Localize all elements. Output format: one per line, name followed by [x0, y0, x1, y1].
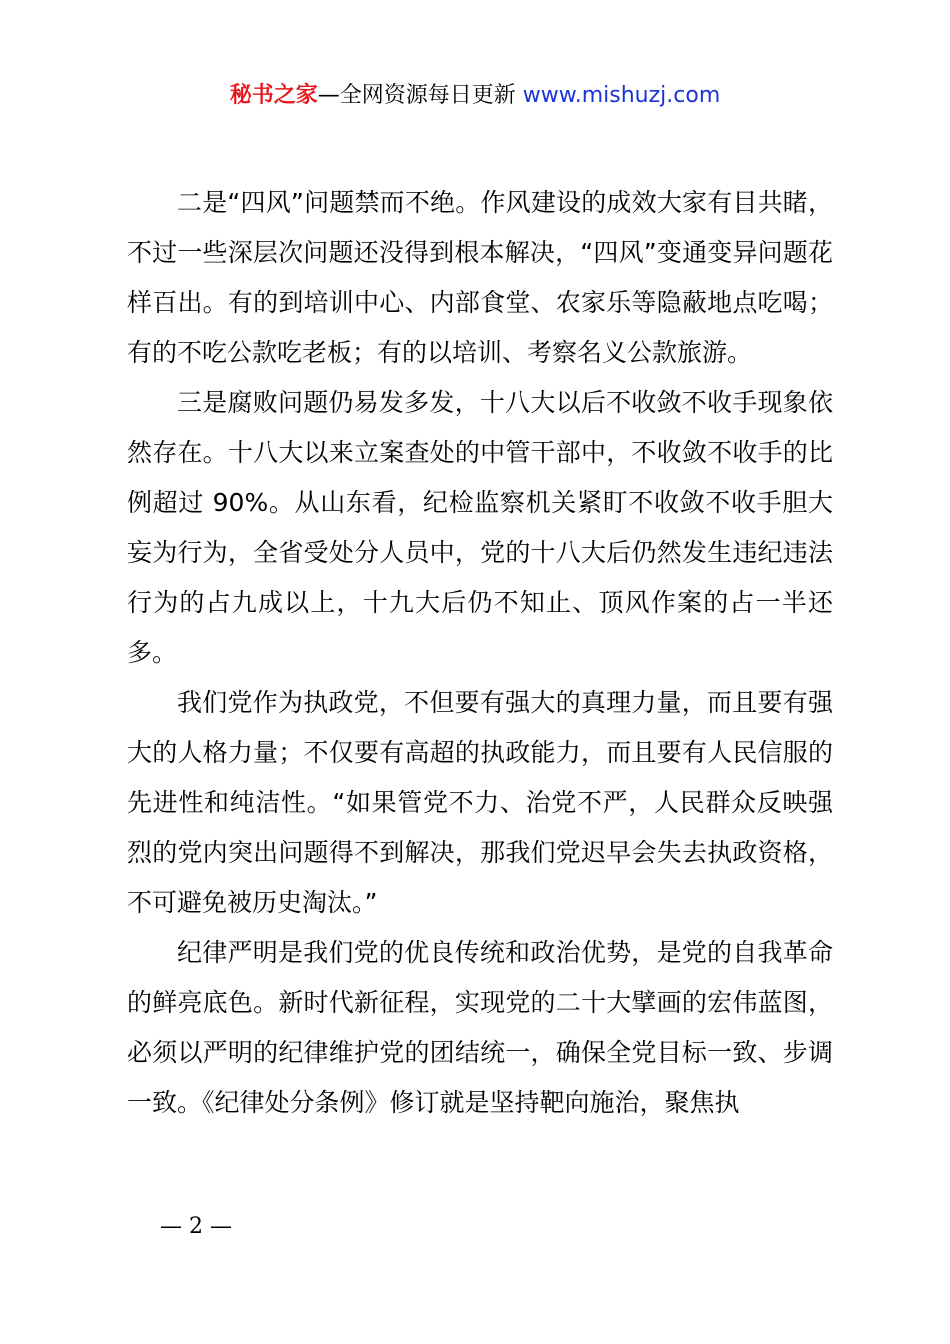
paragraph-discipline: 纪律严明是我们党的优良传统和政治优势，是党的自我革命的鲜亮底色。新时代新征程，实现党的二十大擘画的宏伟蓝图，必须以严明的纪律维护党的团结统一，确保全党目标一致、步调一致。《纪律处分条例》修订就是坚持靶向施治，聚焦执	[127, 938, 833, 1117]
page-number: — 2 —	[160, 1214, 232, 1239]
site-url-link[interactable]: www.mishuzj.com	[522, 83, 721, 108]
brand-name: 秘书之家	[229, 83, 318, 108]
header-tagline: —全网资源每日更新	[317, 83, 516, 108]
document-body	[127, 178, 833, 1128]
paragraph-four-winds: 二是“四风”问题禁而不绝。作风建设的成效大家有目共睹，不过一些深层次问题还没得到根本解决，“四风”变通变异问题花样百出。有的到培训中心、内部食堂、农家乐等隐蔽地点吃喝；有的不吃公款吃老板；有的以培训、考察名义公款旅游。	[127, 188, 833, 367]
site-header	[0, 80, 950, 112]
paragraph-ruling-party: 我们党作为执政党，不但要有强大的真理力量，而且要有强大的人格力量；不仅要有高超的执政能力，而且要有人民信服的先进性和纯洁性。“如果管党不力、治党不严，人民群众反映强烈的党内突出问题得不到解决，那我们党迟早会失去执政资格，不可避免被历史淘汰。”	[127, 688, 833, 917]
paragraph-corruption: 三是腐败问题仍易发多发，十八大以后不收敛不收手现象依然存在。十八大以来立案查处的中管干部中，不收敛不收手的比例超过 90%。从山东看，纪检监察机关紧盯不收敛不收手胆大妄为行为，全省受处分人员中，党的十八大后仍然发生违纪违法行为的占九成以上，十九大后仍不知止、顶风作案的占一半还多。	[127, 388, 833, 667]
